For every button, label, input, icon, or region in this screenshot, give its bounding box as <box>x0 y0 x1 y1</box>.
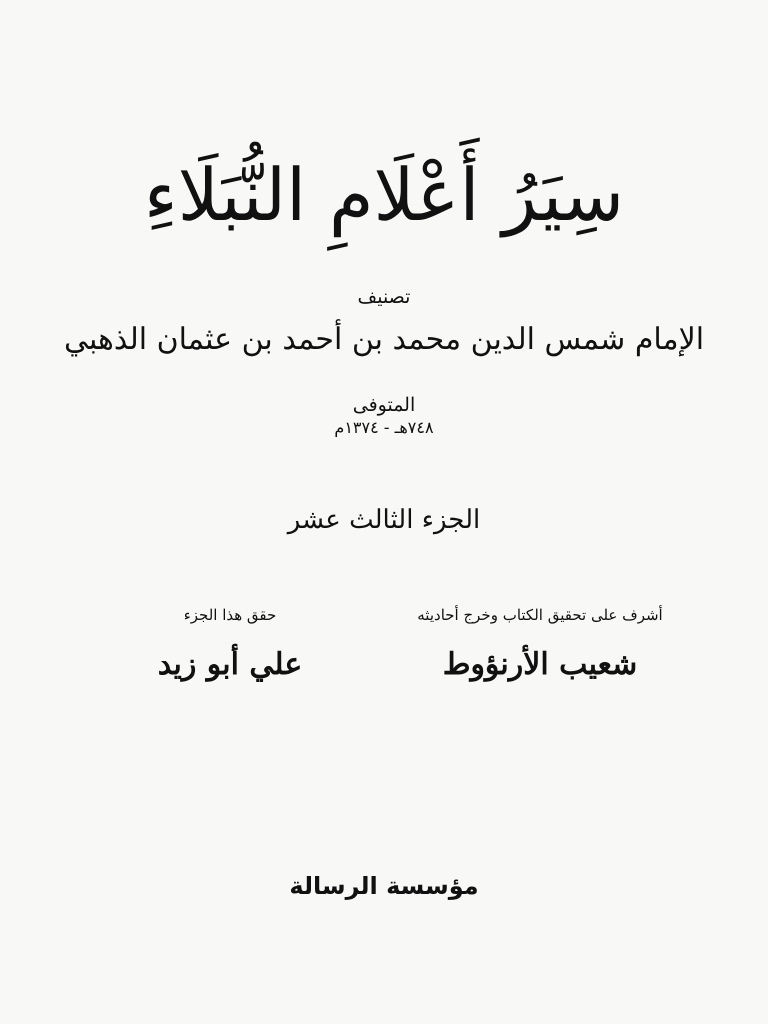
editor-name: علي أبو زيد <box>157 647 303 682</box>
died-label: المتوفى <box>352 394 416 416</box>
editor-role: حقق هذا الجزء <box>183 606 277 624</box>
author-name: الإمام شمس الدين محمد بن أحمد بن عثمان الذهبي <box>63 322 705 357</box>
supervisor-name: شعيب الأرنؤوط <box>442 647 638 682</box>
supervisor-role: أشرف على تحقيق الكتاب وخرج أحاديثه <box>417 606 663 624</box>
volume-number: الجزء الثالث عشر <box>287 505 481 535</box>
book-title: سِيَرُ أَعْلَامِ النُّبَلَاءِ <box>143 153 625 237</box>
death-dates: ٧٤٨هـ - ١٣٧٤م <box>334 418 434 437</box>
editor-credit <box>120 600 340 700</box>
publisher-name: مؤسسة الرسالة <box>289 872 479 900</box>
supervisor-credit <box>410 600 670 700</box>
compiled-by-label: تصنيف <box>357 286 411 308</box>
